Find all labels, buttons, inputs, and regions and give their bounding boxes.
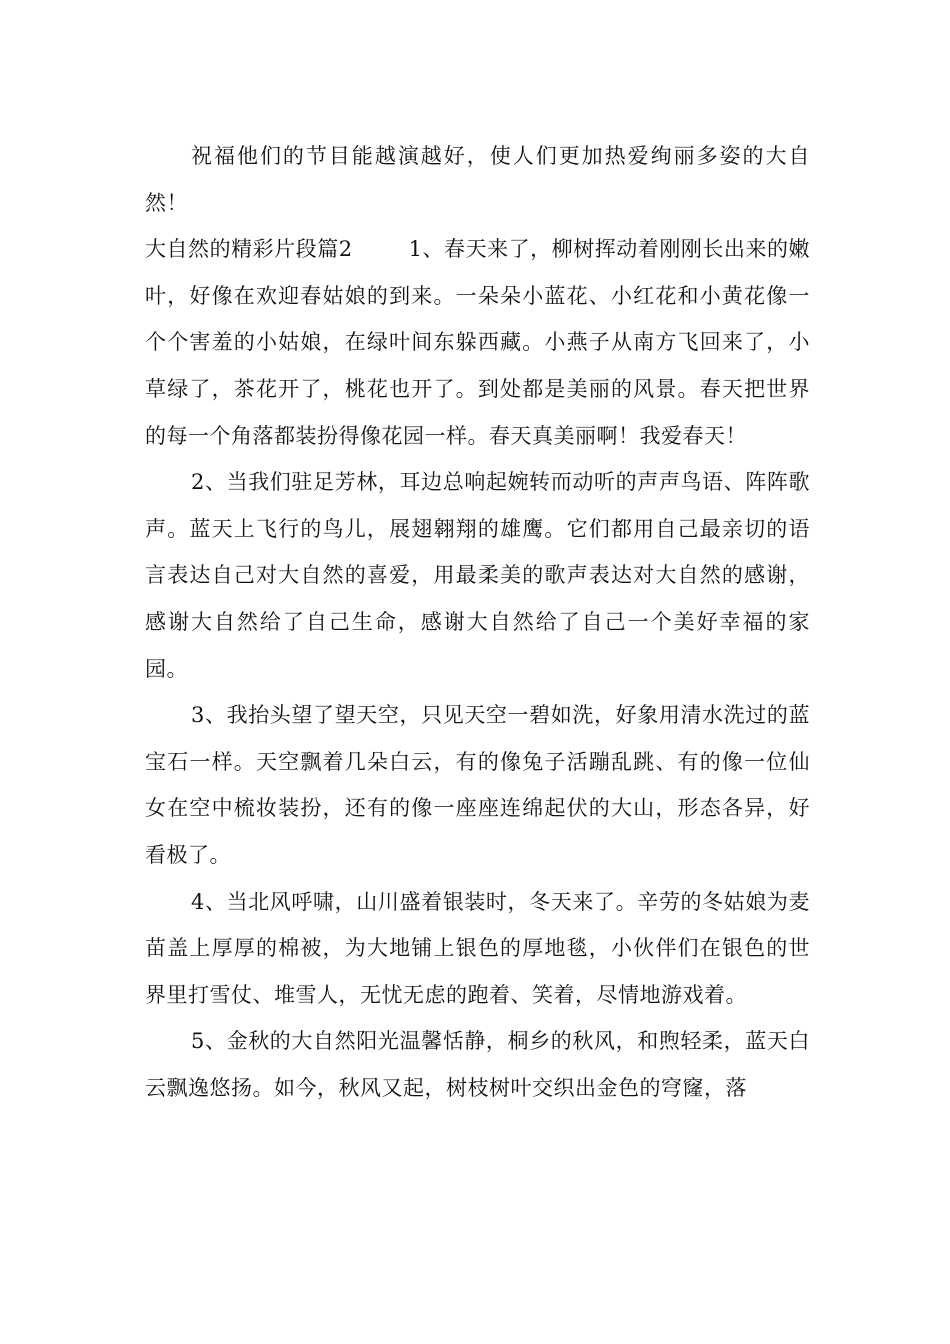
paragraph-intro-closing: 祝福他们的节目能越演越好，使人们更加热爱绚丽多姿的大自然！ xyxy=(145,144,810,215)
paragraph-winter: 4、当北风呼啸，山川盛着银装时，冬天来了。辛劳的冬姑娘为麦苗盖上厚厚的棉被，为大地铺上银色的厚地毯，小伙伴们在银色的世界里打雪仗、堆雪人，无忧无虑的跑着、笑着，尽情地游戏着。 xyxy=(145,889,810,1007)
paragraph-spring-text: 1、春天来了，柳树挥动着刚刚长出来的嫩叶，好像在欢迎春姑娘的到来。一朵朵小蓝花、小红花和小黄花像一个个害羞的小姑娘，在绿叶间东躲西藏。小燕子从南方飞回来了，小草绿了，茶花开了，桃花也开了。到处都是美丽的风景。春天把世界的每一个角落都装扮得像花园一样。春天真美丽啊！我爱春天！ xyxy=(145,237,810,448)
document-body xyxy=(145,133,810,1111)
paragraph-sky: 3、我抬头望了望天空，只见天空一碧如洗，好象用清水洗过的蓝宝石一样。天空飘着几朵白云，有的像兔子活蹦乱跳、有的像一位仙女在空中梳妆装扮，还有的像一座座连绵起伏的大山，形态各异，好看极了。 xyxy=(145,703,810,867)
paragraph-birds: 2、当我们驻足芳林，耳边总响起婉转而动听的声声鸟语、阵阵歌声。蓝天上飞行的鸟儿，展翅翱翔的雄鹰。它们都用自己最亲切的语言表达自己对大自然的喜爱，用最柔美的歌声表达对大自然的感谢，感谢大自然给了自己生命，感谢大自然给了自己一个美好幸福的家园。 xyxy=(145,470,810,681)
paragraph-spring xyxy=(145,226,810,459)
section-heading: 大自然的精彩片段篇2 xyxy=(145,237,353,262)
paragraph-autumn: 5、金秋的大自然阳光温馨恬静，桐乡的秋风，和煦轻柔，蓝天白云飘逸悠扬。如今，秋风又起，树枝树叶交织出金色的穹窿，落 xyxy=(145,1029,810,1100)
